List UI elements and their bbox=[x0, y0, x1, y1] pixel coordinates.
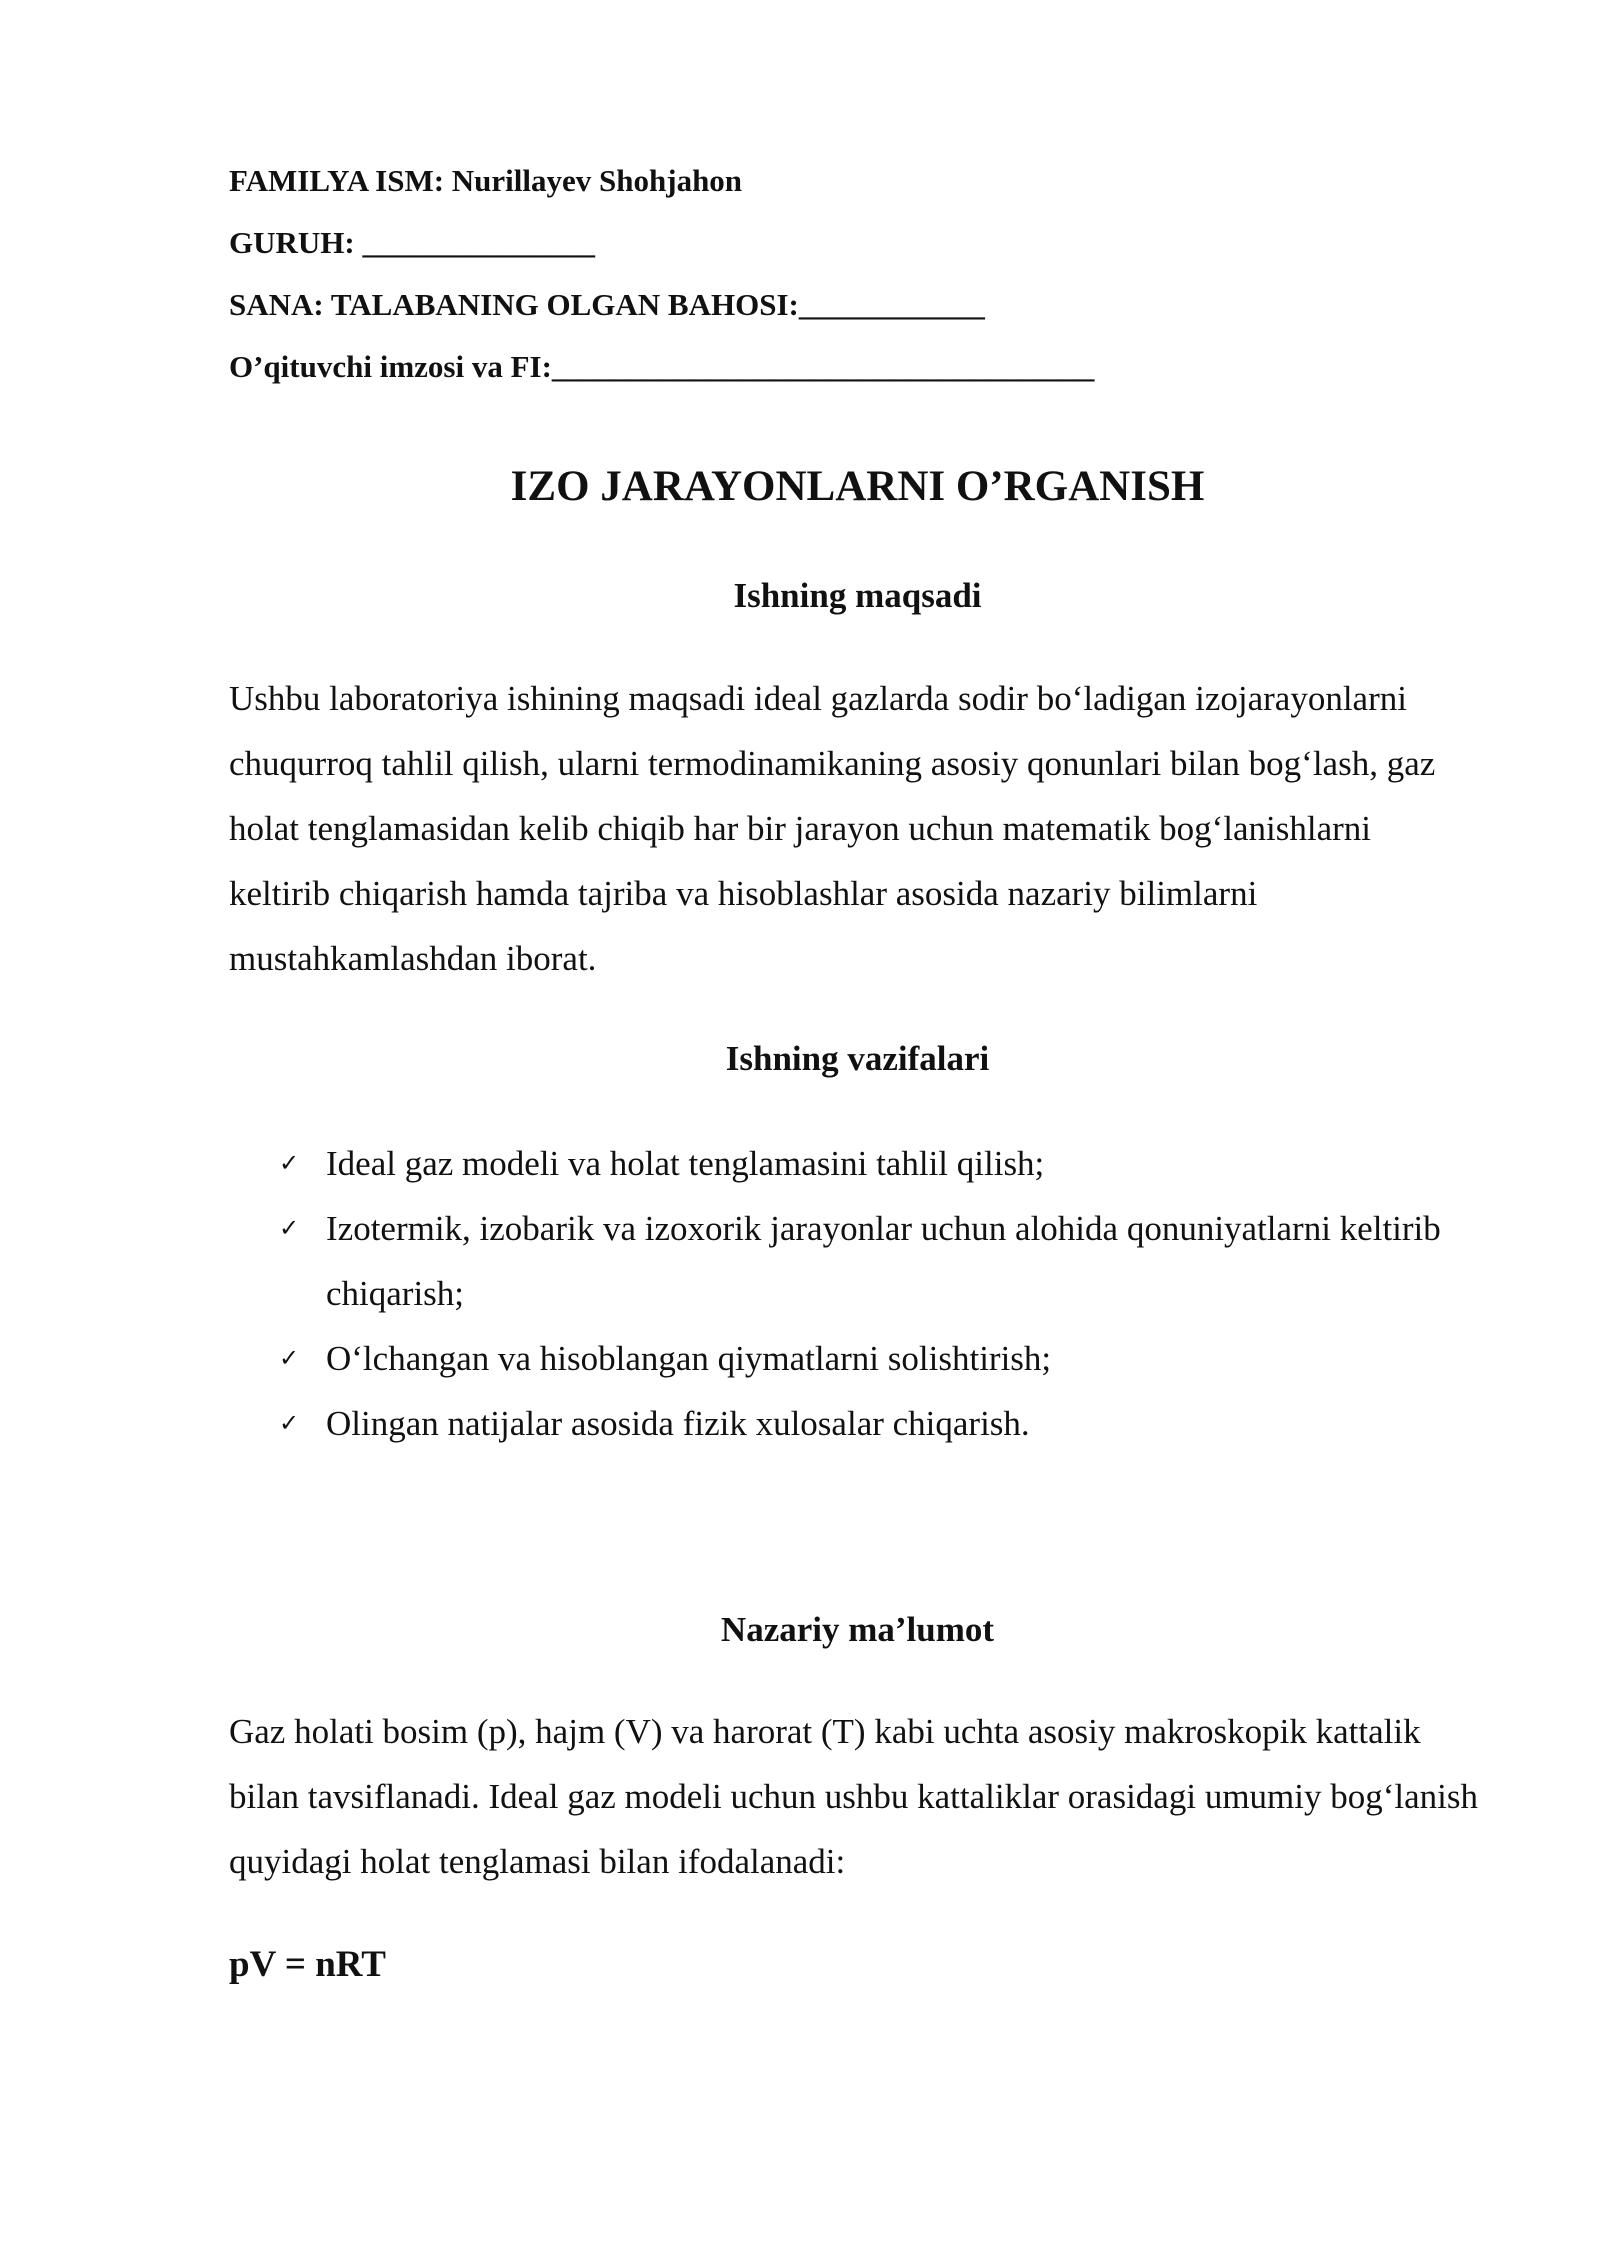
theory-heading: Nazariy ma’lumot bbox=[720, 1610, 995, 1649]
group-line: GURUH: _______________ bbox=[229, 225, 595, 260]
list-item bbox=[229, 1196, 1479, 1326]
student-name-line: FAMILYA ISM: Nurillayev Shohjahon bbox=[229, 163, 743, 198]
tasks-heading: Ishning vazifalari bbox=[725, 1039, 990, 1078]
checkmark-icon: ✓ bbox=[279, 1344, 300, 1372]
checkmark-icon: ✓ bbox=[279, 1149, 300, 1177]
task-text: Ideal gaz modeli va holat tenglamasini tahlil qilish; bbox=[326, 1144, 1045, 1183]
task-text: Izotermik, izobarik va izoxorik jarayonlar uchun alohida qonuniyatlarni keltirib chiqarish; bbox=[326, 1209, 1441, 1313]
list-item bbox=[229, 1326, 1479, 1391]
list-item bbox=[229, 1391, 1479, 1456]
goal-heading: Ishning maqsadi bbox=[733, 576, 982, 615]
ideal-gas-formula: pV = nRT bbox=[229, 1944, 386, 1985]
task-list bbox=[229, 1131, 1479, 1456]
student-info-header bbox=[229, 150, 1429, 398]
checkmark-icon: ✓ bbox=[279, 1214, 300, 1242]
teacher-signature-line: O’qituvchi imzosi va FI:___________________________________ bbox=[229, 349, 1095, 384]
task-text: Olingan natijalar asosida fizik xulosalar chiqarish. bbox=[326, 1404, 1030, 1443]
goal-paragraph: Ushbu laboratoriya ishining maqsadi ideal gazlarda sodir bo‘ladigan izojarayonlarni chuqurroq tahlil qilish, ularni termodinamikaning asosiy qonunlari bilan bog‘lash, gaz holat tenglamasidan kelib chiqib har bir jarayon uchun matematik bog‘lanishlarni keltirib chiqarish hamda tajriba va hisoblashlar asosida nazariy bilimlarni mustahkamlashdan iborat. bbox=[229, 679, 1436, 978]
task-text: O‘lchangan va hisoblangan qiymatlarni solishtirish; bbox=[326, 1339, 1052, 1378]
document-title: IZO JARAYONLARNI O’RGANISH bbox=[510, 463, 1205, 510]
checkmark-icon: ✓ bbox=[279, 1409, 300, 1437]
theory-paragraph: Gaz holati bosim (p), hajm (V) va harorat (T) kabi uchta asosiy makroskopik kattalik bilan tavsiflanadi. Ideal gaz modeli uchun ushbu kattaliklar orasidagi umumiy bog‘lanish quyidagi holat tenglamasi bilan ifodalanadi: bbox=[229, 1712, 1478, 1881]
list-item bbox=[229, 1131, 1479, 1196]
date-grade-line: SANA: TALABANING OLGAN BAHOSI:____________ bbox=[229, 287, 985, 322]
